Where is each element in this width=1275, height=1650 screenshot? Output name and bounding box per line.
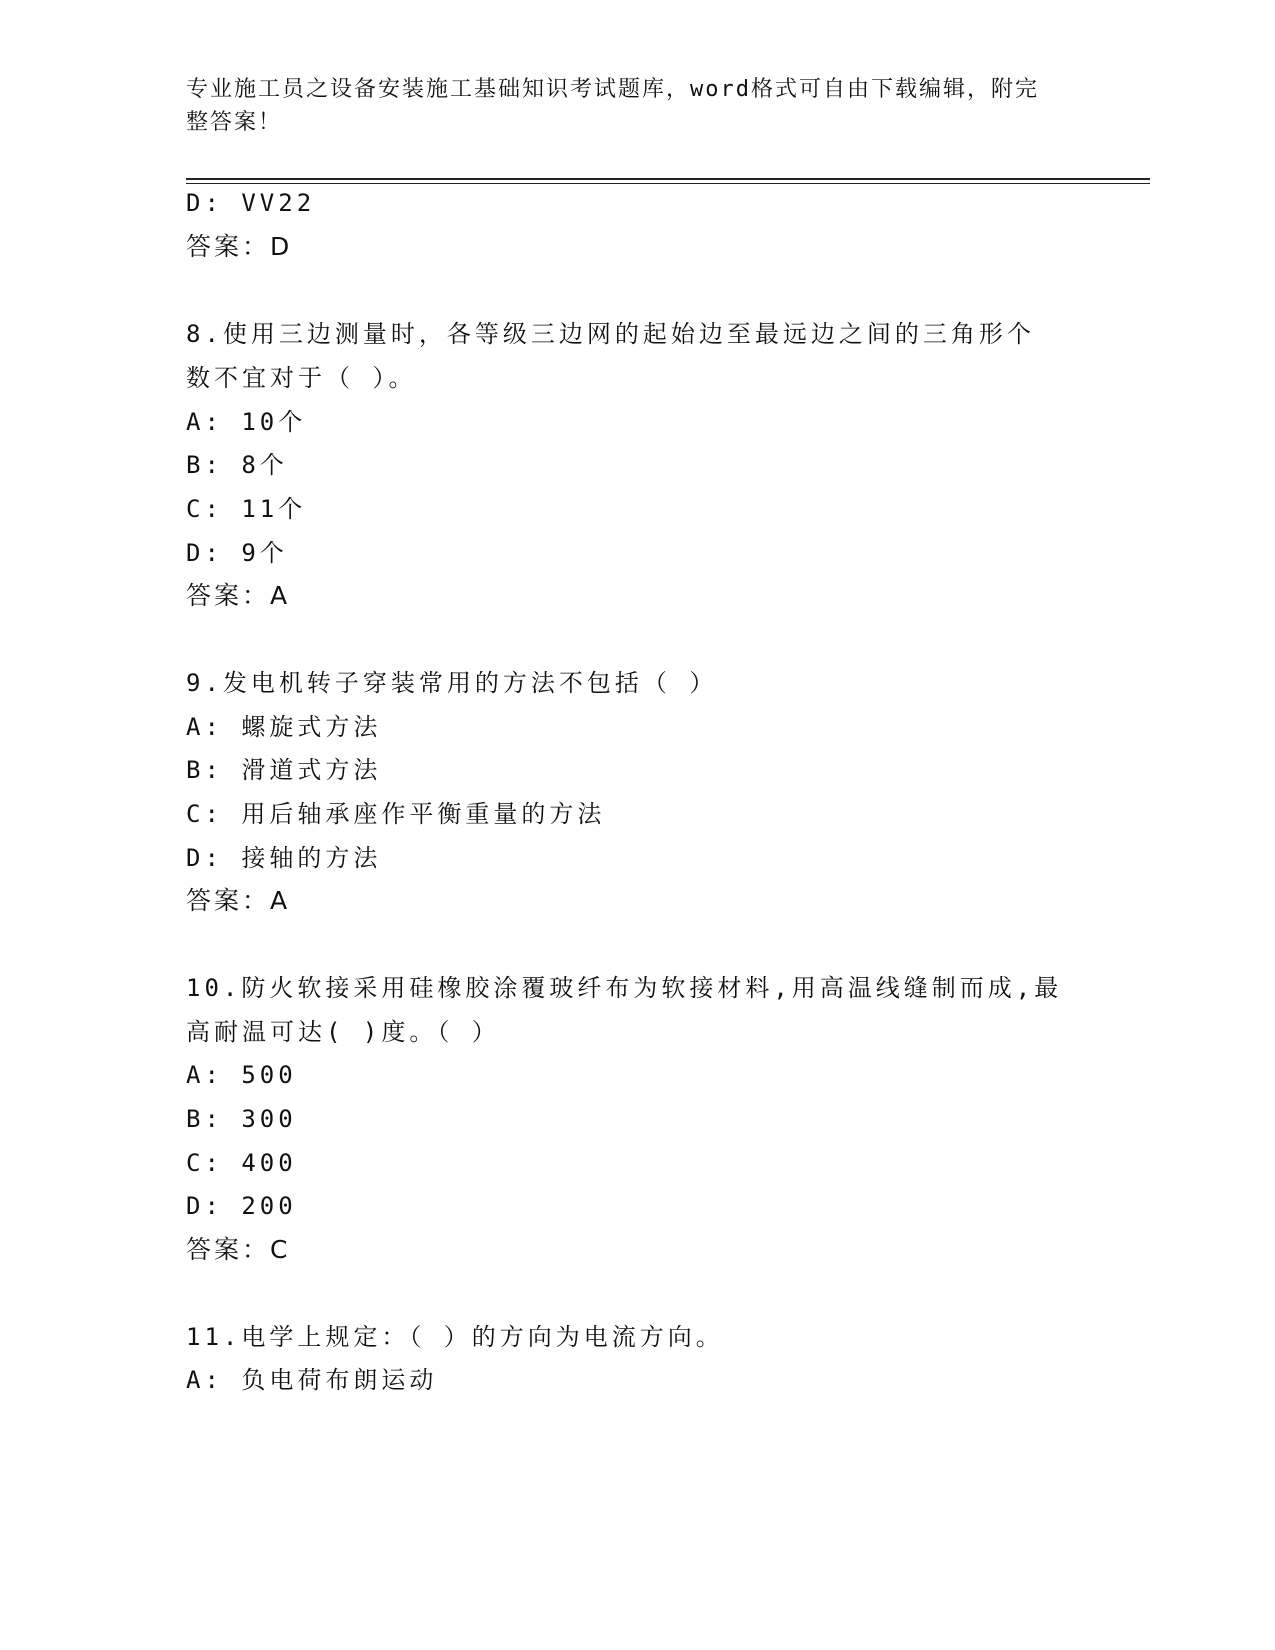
header-divider-thin xyxy=(186,183,1150,184)
header-title-line-2: 整答案！ xyxy=(186,110,283,135)
q9-option-a: A: 螺旋式方法 xyxy=(186,713,382,741)
q9-stem-line-1: 9.发电机转子穿装常用的方法不包括（ ） xyxy=(186,669,718,697)
q7-option-d: D: VV22 xyxy=(186,189,316,217)
q8-stem-line-1: 8.使用三边测量时，各等级三边网的起始边至最远边之间的三角形个 xyxy=(186,320,1035,348)
q11-option-a: A: 负电荷布朗运动 xyxy=(186,1366,438,1394)
q9-answer: 答案：A xyxy=(186,886,291,915)
q10-option-a: A: 500 xyxy=(186,1061,297,1089)
q8-option-c: C: 11个 xyxy=(186,495,307,523)
q10-option-d: D: 200 xyxy=(186,1192,297,1220)
q10-stem-line-1: 10.防火软接采用硅橡胶涂覆玻纤布为软接材料,用高温线缝制而成,最 xyxy=(186,974,1063,1002)
q8-stem-line-2: 数不宜对于（ ）。 xyxy=(186,364,417,392)
q8-option-b: B: 8个 xyxy=(186,451,288,479)
q7-answer: 答案：D xyxy=(186,232,293,261)
q10-stem-line-2: 高耐温可达( )度。（ ） xyxy=(186,1018,500,1046)
q10-option-b: B: 300 xyxy=(186,1105,297,1133)
q8-option-a: A: 10个 xyxy=(186,408,307,436)
q11-stem-line-1: 11.电学上规定：（ ）的方向为电流方向。 xyxy=(186,1323,724,1351)
q8-answer: 答案：A xyxy=(186,581,291,610)
q9-option-d: D: 接轴的方法 xyxy=(186,844,382,872)
q9-option-c: C: 用后轴承座作平衡重量的方法 xyxy=(186,800,606,828)
header-divider-thick xyxy=(186,178,1150,180)
document-header xyxy=(186,73,1066,139)
q10-answer: 答案：C xyxy=(186,1235,291,1264)
q9-option-b: B: 滑道式方法 xyxy=(186,756,382,784)
q10-option-c: C: 400 xyxy=(186,1149,297,1177)
q8-option-d: D: 9个 xyxy=(186,539,288,567)
header-title-line-1: 专业施工员之设备安装施工基础知识考试题库，word格式可自由下载编辑，附完 xyxy=(186,77,1039,102)
